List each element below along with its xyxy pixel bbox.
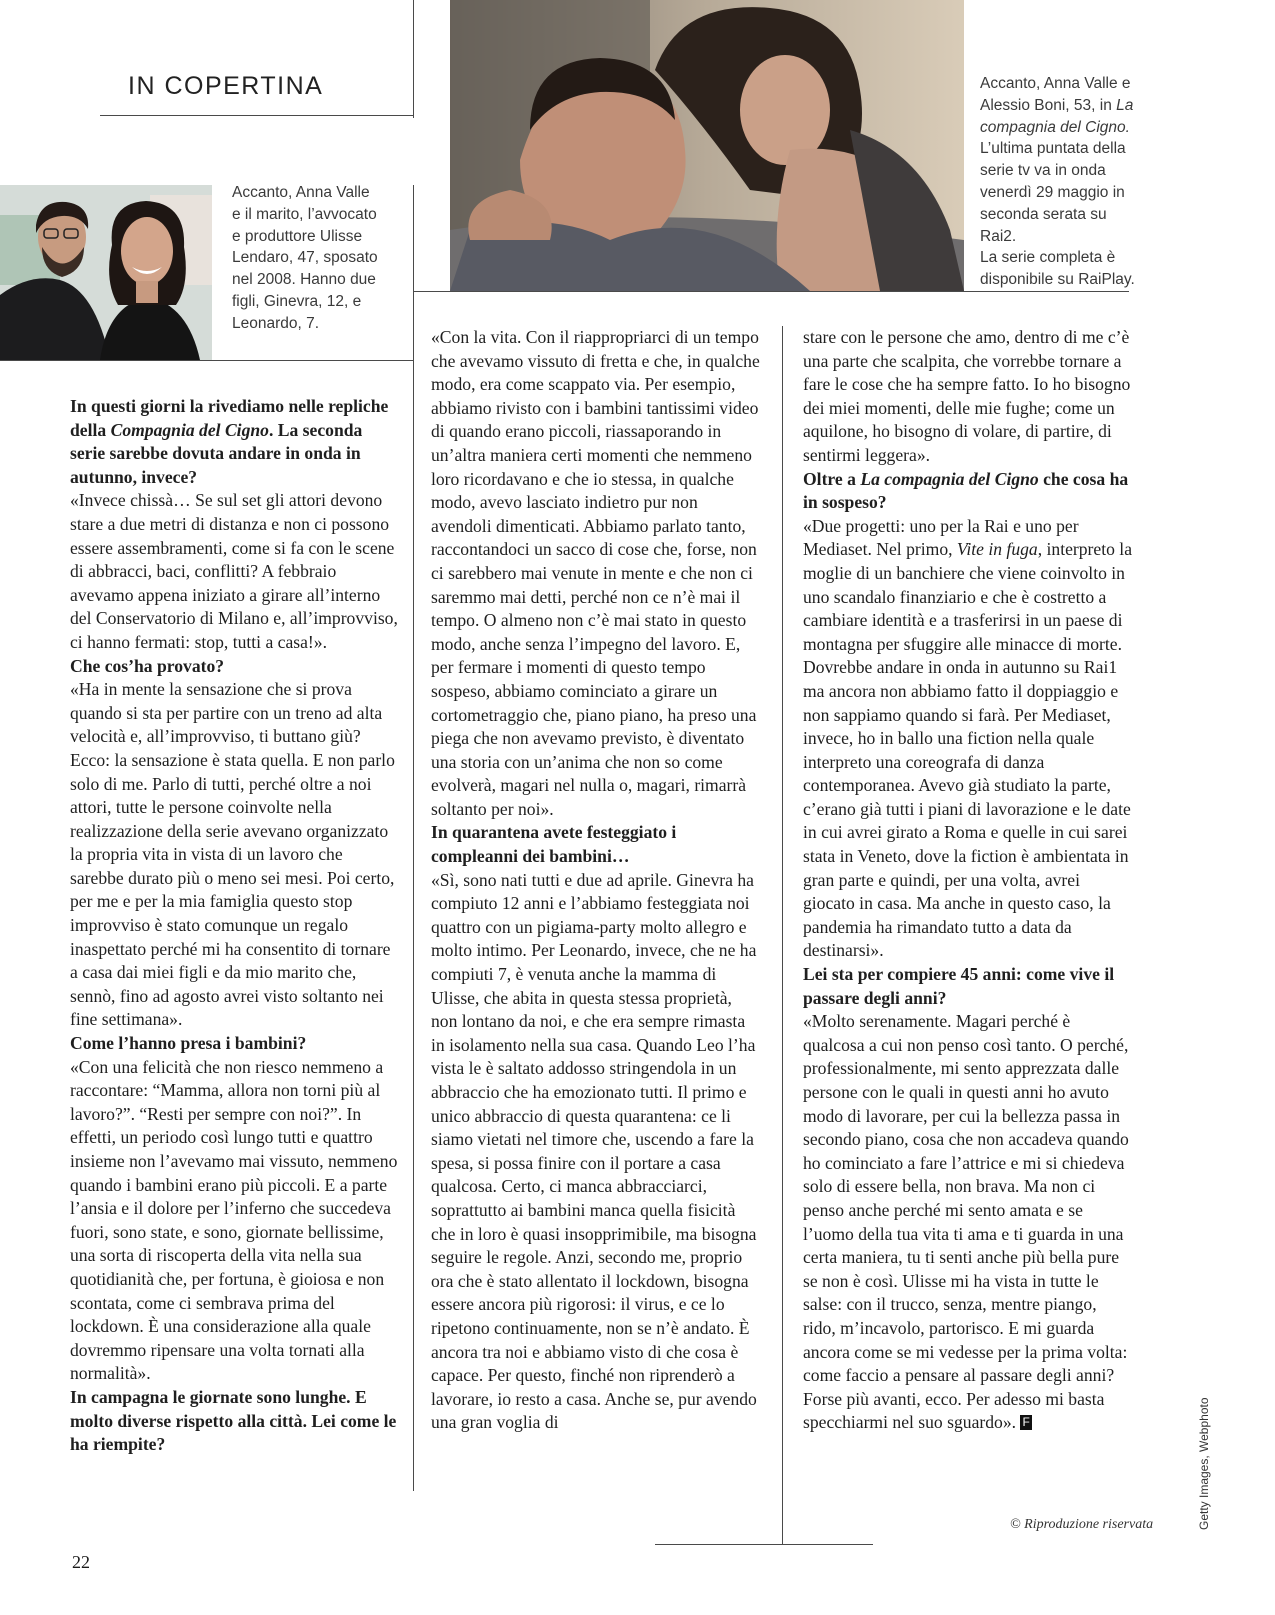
section-title: IN COPERTINA [128, 72, 324, 100]
article-column-3 [803, 326, 1133, 1435]
question: Lei sta per compiere 45 anni: come vive il passare degli anni? [803, 964, 1115, 1008]
question [70, 395, 400, 489]
answer-text: , interpreto la moglie di un banchiere che viene coinvolto in uno scandalo finanziario e che è costretto a cambiare identità e a trasferirsi in un paese di montagna per sfuggire alle minacce di morte. Dovrebbe andare in onda in autunno su Rai1 ma ancora non abbiamo fatto il doppiaggio e non sappiamo quando si farà. Per Mediaset, invece, ho in ballo una fiction nella quale interpreto una coreografa di danza contemporanea. Avevo già studiato la parte, c’erano già tutti i piani di lavorazione e le date in cui avrei girato a Roma e quelle in cui sarei stata in Veneto, dove la fiction è ambientata in gran parte e quindi, per una volta, avrei giocato in casa. Ma anche in questo caso, la pandemia ha rimandato tutto a data da destinarsi». [803, 539, 1133, 961]
divider-vertical-top-left [413, 0, 414, 118]
divider-horizontal-caption [0, 360, 414, 361]
caption-line: e produttore Ulisse [232, 227, 363, 245]
caption-line: Accanto, Anna Valle [232, 184, 370, 201]
answer: «Invece chissà… Se sul set gli attori devono stare a due metri di distanza e non ci possono essere assembramenti, come si fa con le scene di abbracci, baci, conflitti? A febbraio avevamo appena iniziato a girare all’interno del Conservatorio di Milano e, all’improvviso, ci hanno fermati: stop, tutti a casa!». [70, 490, 398, 652]
question: Che cos’ha provato? [70, 655, 225, 676]
show-title: La compagnia del Cigno [860, 468, 1039, 489]
caption-title-italic: compagnia del Cigno. [980, 118, 1130, 136]
scene-photo-illustration [450, 0, 964, 291]
caption-line: seconda serata su Rai2. [980, 205, 1107, 245]
caption-line [980, 95, 1140, 117]
caption-line: nel 2008. Hanno due [232, 271, 376, 289]
caption-line: Accanto, Anna Valle e [980, 75, 1131, 92]
caption-line: Lendaro, 47, sposato [232, 249, 378, 267]
question: Come l’hanno presa i bambini? [70, 1033, 307, 1054]
caption-title-italic: La [1116, 96, 1134, 114]
question-text: repliche della [70, 396, 389, 440]
divider-horizontal-photo [414, 291, 1129, 292]
answer: stare con le persone che amo, dentro di me c’è una parte che scalpita, che vorrebbe tornare a fare le cose che ha sempre fatto. Io ho bisogno dei miei momenti, delle mie fughe; come un aquilone, ho bisogno di volare, di partire, di sentirmi leggera». [803, 327, 1131, 465]
copyright-notice: © Riproduzione riservata [1010, 1517, 1154, 1532]
answer: «Ha in mente la sensazione che si prova quando si sta per partire con un treno ad alta velocità e, all’improvviso, ti buttano giù? Ecco: la sensazione è stata quella. E non parlo solo di me. Parlo di tutti, perché oltre a noi attori, tutte le persone coinvolte nella realizzazione della serie avevano organizzato la propria vita in vista di un lavoro che sarebbe durato più o meno sei mesi. Poi certo, per me e per la mia famiglia questo stop improvviso è stato comunque un regalo inaspettato perché mi ha consentito di tornare a casa dai miei figli e da mio marito che, sennò, fino ad agosto avrei visto soltanto nei fine settimana». [70, 679, 395, 1030]
caption-line: figli, Ginevra, 12, e [232, 292, 362, 310]
divider-horizontal-bottom [655, 1544, 873, 1545]
caption-line: disponibile su RaiPlay. [980, 271, 1135, 289]
answer [803, 1010, 1133, 1435]
caption-line: serie tv va in onda [980, 162, 1106, 180]
caption-scene [980, 73, 1140, 291]
question: In campagna le giornate sono lunghe. E molto diverse rispetto alla città. Lei come le ha riempite? [70, 1386, 397, 1455]
caption-text: Alessio Boni, 53, in [980, 96, 1112, 114]
show-title: Compagnia del Cigno [110, 419, 269, 440]
answer: «Sì, sono nati tutti e due ad aprile. Ginevra ha compiuto 12 anni e l’abbiamo festeggiata noi quattro con un pigiama-party molto allegro e molto intimo. Per Leonardo, invece, che ne ha compiuti 7, è venuta anche la mamma di Ulisse, che abita in questa stessa proprietà, non lontano da noi, e che era sempre rimasta in isolamento nella sua casa. Quando Leo l’ha vista le è saltato addosso stringendola in un abbraccio che ha emozionato tutti. Il primo e unico abbraccio di questa quarantena: ce li siamo vietati nel timore che, uscendo a fare la spesa, si possa finire con il portare a casa qualcosa. Certo, ci manca abbracciarci, soprattutto ai bambini manca quella fisicità che in loro è quasi insopprimibile, ma bisogna seguire le regole. Anzi, secondo me, proprio ora che è stato allentato il lockdown, bisogna essere ancora più rigorosi: il virus, e ce lo ripetono continuamente, non se n’è andato. È ancora tra noi e abbiamo visto di che cosa è capace. Per questo, finché non riprenderò a lavorare, io resto a casa. Anche se, pur avendo una gran voglia di [431, 869, 757, 1433]
question-text: Oltre a [803, 468, 861, 489]
answer: «Con una felicità che non riesco nemmeno a raccontare: “Mamma, allora non torni più al lavoro?”. “Resti per sempre con noi?”. In effetti, un periodo così lungo tutti e quattro insieme non l’avevamo mai vissuto, nemmeno quando i bambini erano più piccoli. E a parte l’ansia e il dolore per l’inferno che succedeva fuori, sono state, e sono, giornate bellissime, una sorta di riscoperta della vita nella sua quotidianità che, per fortuna, è gioiosa e non scontata, come ci sembrava prima del lockdown. È una considerazione alla quale dovremmo ripensare una volta tornati alla normalità». [70, 1056, 398, 1384]
scene-photo [450, 0, 964, 291]
end-mark-icon: F [1022, 1415, 1030, 1430]
divider-vertical-col2 [782, 326, 783, 1544]
question: In quarantena avete festeggiato i compleanni dei bambini… [431, 822, 677, 867]
caption-line: Leonardo, 7. [232, 314, 320, 332]
divider-horizontal-header [100, 115, 414, 116]
question [803, 468, 1133, 515]
show-title: Vite in fuga [956, 539, 1038, 560]
page-number: 22 [72, 1552, 90, 1572]
couple-photo [0, 185, 212, 360]
answer: «Con la vita. Con il riappropriarci di un tempo che avevamo vissuto di fretta e che, in qualche modo, era come scappato via. Per esempio, abbiamo rivisto con i bambini tantissimi video di quando erano piccoli, riassaporando in un’altra maniera certi momenti che nemmeno loro ricordavano e che io stessa, in qualche modo, avevo lasciato indietro pur non avendoli dimenticati. Abbiamo parlato tanto, raccontandoci un sacco di cose che, forse, non ci sarebbero mai venute in mente e che non ci saremmo mai detti, perché non ce n’è mai il tempo. O almeno non c’è mai stato in questo modo, anche senza l’impegno del lavoro. E, per fermare i momenti di questo tempo sospeso, abbiamo cominciato a girare un cortometraggio che, piano piano, ha preso una piega che non avevamo previsto, è diventato una storia con un’anima che non so come evolverà, magari nel nulla o, magari, rimarrà soltanto per noi». [431, 327, 760, 819]
caption-line: e il marito, l’avvocato [232, 205, 377, 223]
question-text: In questi giorni la rivediamo nelle [70, 396, 329, 416]
caption-couple [232, 182, 407, 335]
caption-line: venerdì 29 maggio in [980, 183, 1125, 201]
article-column-2 [431, 326, 761, 1435]
question-text: . La seconda serie sarebbe dovuta andare in onda in autunno, invece? [70, 419, 363, 487]
couple-photo-illustration [0, 185, 212, 360]
answer-text: «Due progetti: uno per la Rai e uno per Mediaset. Nel primo, [803, 515, 1079, 560]
caption-line: L’ultima puntata della [980, 140, 1126, 158]
question-text: che cosa ha in sospeso? [803, 468, 1129, 513]
answer-text: «Molto serenamente. Magari perché è qualcosa a cui non penso così tanto. O perché, professionalmente, mi sento apprezzata dalle persone con le quali in questi anni ho avuto modo di lavorare, per cui la bellezza passa in secondo piano, cosa che non accadeva quando ho cominciato a fare l’attrice e mi si chiedeva solo di essere bella, non brava. Ma non ci penso anche perché mi sento amata e se l’uomo della tua vita ti ama e ti guarda in una certa maniera, tu ti senti anche più bella pure se non è così. Ulisse mi ha vista in tutte le salse: con il trucco, senza, mentre piango, rido, m’incavolo, partorisco. E mi guarda ancora come se mi vedesse per la prima volta: come faccio a pensare al passare degli anni? Forse più avanti, ecco. Per adesso mi basta specchiarmi nel suo sguardo». [803, 1011, 1129, 1433]
photo-credit: Getty Images, Webphoto [1197, 1397, 1211, 1530]
answer [803, 515, 1133, 963]
article-column-1 [70, 395, 400, 1457]
caption-line: La serie completa è [980, 249, 1116, 267]
divider-vertical-col1 [413, 291, 414, 1491]
